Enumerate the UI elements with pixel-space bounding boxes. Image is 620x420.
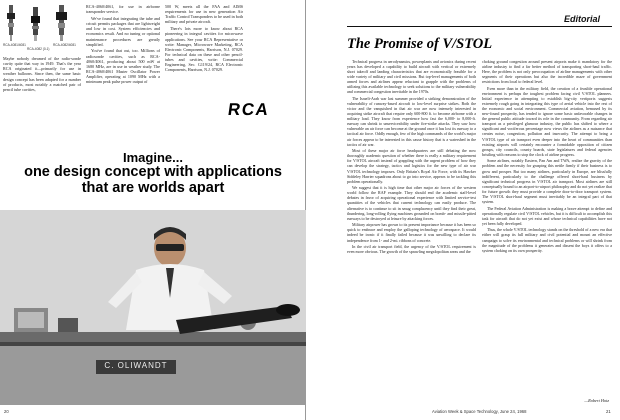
tube-caption-3: RCA-4082/4081 <box>53 43 76 47</box>
man-at-desk-photo <box>0 210 306 405</box>
editorial-paragraph: We suggest that it is high time that other major air forces of the western world follow the RAF example. They should end the academic staff-level debates in favor of acquiring operational experience with limited service-test quantities of the vehicles that current technology can easily produce. The alternative is to continue to sit in smug complacency until they find their great, thundering, long-rolling flying machines grounded on bomb- and missile-pitted runways to be destroyed at leisure by attacking forces. <box>347 185 476 221</box>
editorial-paragraph: Most of these major air force headquarters are still debating the now thoroughly academic question of whether there is really a military requirement for V/STOL aircraft instead of grappling with the urgent problem of how they can develop the strategy, tactics and logistics for the new type of air war V/STOL technology imposes. Only Britain's Royal Air Force, with its Hawker Siddeley Harrier squadrons about to go into service, appears to be tackling this problem operationally. <box>347 148 476 184</box>
ad-paragraph: 500 W, meets all the FAA and AIMS requirements for use in new generation Air Traffic Control Transponders to be used in both military and private aircraft. <box>165 4 243 25</box>
ad-paragraph: We've found that integrating the tube and cricuit permits packages that are lightweight and low in cost. System efficiencies and economics result. And no tuning or optional maintenance procedures are greatly simplified. <box>86 15 160 47</box>
tube-caption-2: RCA-4082 (0-1) <box>27 47 50 51</box>
author-signature: —Robert Hotz <box>584 397 609 403</box>
right-page-number: 21 <box>606 409 611 414</box>
pencil-tube-illustration <box>3 3 81 53</box>
ad-body-column-1 <box>3 56 81 94</box>
ad-paragraph: Maybe nobody dreamed of the radio-sonde cavity quite that way in 1949. That's the year RCA originated it—primarily for use in weather balloons. Since then, the same basic design concept has been adapted for a number of products, most notably a matched pair of pencil tube cavities, <box>3 56 81 92</box>
article-title: The Promise of V/STOL <box>347 36 493 52</box>
ad-headline-line-2: one design concept with applications <box>24 164 282 180</box>
ad-headline-line-1: Imagine... <box>123 150 183 165</box>
ad-body-column-3 <box>165 4 243 74</box>
editorial-paragraph: choking ground congestion around present airports make it mandatory for the airline industry to find a far better method of transporting short-haul traffic. Here, the problem is not only preoccupation of airline managements with other segments of their operations but also the incredible maze of government restrictions from local to federal level. <box>482 59 612 85</box>
editorial-paragraph: Even more than in the military field, the creation of a feasible operational environment is perhaps the toughest problem facing civil V/STOL planners. Initial experience in attempting to establish big-city vertiports suggests extremely rough going in integrating this type of aerial vehicle into the rest of the economic and social environment. Commercial aviation, bemused by its new-found prosperity, has tended to ignore some basic unfavorable changes in the general public attitude toward its role in the community. From regarding air transport as a privileged glamour industry, the public has shifted to where a significant and vociferous percentage now views the airlines as a nuisance that creates noise, congestion, pollution and insecurity. The attempt to bring a V/STOL type of air transport even deeper into the heart of communities than existing airports will certainly encounter a formidable opposition of citizen groups, city councils, county boards, state legislatures and federal agencies bristling with reasons to stop the clock of airline progress. <box>482 85 612 157</box>
ad-paragraph: You've found that out, too. Millions of radiosonde cavities, such as RCA-4060/4061, producing about 500 mW at 1680 MHz, are in use in weather study. The RCA-4060/4061 Master Oscillator Power Amplifier, operating at 1090 MHz with a minimum peak pulse power output of <box>86 48 160 85</box>
editorial-paragraph: Some airlines, notably Eastern, Pan Am and TWA, realize the gravity of the problem and the necessity for grasping this nettle firmly if their business is to grow and prosper. But too many airlines, particularly in Europe, are blissfully indifferent, particularly to the challenge offered short-haul business by significant technical progress in V/STOL air transport. Most airlines are still conceptually bound to an airport-to-airport philosophy and do not yet realize that for future growth they must provide a complete door-to-door transport system. The V/STOL short-haul segment must inevitably be an integral part of that system. <box>482 158 612 204</box>
tube-1-icon <box>7 5 15 41</box>
rca-logo: RCA <box>226 100 271 119</box>
header-rule <box>347 26 612 27</box>
ad-paragraph: There's lots more to know about RCA pioneering in integral cavities for microwave applications. See your RCA Representative or write: Manager, Microwave Marketing, RCA Electronic Components, Harrison, N.J. 07029. For technical data on these and other pencil-tubes and cavities, write: Commercial Engineering, Sec. G119/24, RCA Electronic Components, Harrison, N.J. 07029. <box>165 26 243 73</box>
editorial-paragraph: Thus, the whole V/STOL technology stands on the threshold of a new era that either will grasp its full military and civil potential and mount an effective campaign to solve its environmental and technical problems or will shrink from the magnitude of the problems it generates and dissent the boys it offers to a system choking on its own prosperity. <box>482 227 612 253</box>
tube-2-icon <box>31 7 40 41</box>
tube-3-icon <box>56 5 67 41</box>
left-page-number: 20 <box>4 409 9 414</box>
left-page-rca-advertisement <box>0 0 306 420</box>
editorial-paragraph: Military airpower has grown to its present importance because it has been so quick to embrace and employ the galloping technology of aerospace. It would indeed be ironic if it finally failed because it was unwilling to declare its independence from 1- and 2-mi. ribbons of concrete. <box>347 222 476 243</box>
editorial-column-2 <box>482 59 612 403</box>
editorial-paragraph: The Israeli-Arab war last summer provided a striking demonstration of the vulnerability of runway-based aircraft to low-level surprise strikes. Both the victor and the vanquished in that air war are now intensely interested in acquiring strike aircraft that require only 600-800 ft. to become airborne with a military load. They know from experience how fast the 6,000- to 8,000-ft. runway can shrink to unserviceability under fire-strike attacks. They saw how vulnerable an air force can become at the ground once it has lost its runway to a tactical air force. Oddly enough, few of the high commands of the world's major air forces appear to be interested in this cause history that is a watershed in the tactics of air war. <box>347 96 476 147</box>
footer-publication-line: Aviation Week & Space Technology, June 24, 1968 <box>432 409 527 414</box>
nameplate-text: C. OLIWANDT <box>104 361 168 370</box>
editorial-paragraph: In the civil air transport field, the urgency of the V/STOL requirement is even more obvious. The growth of the sprawling megalopolitan areas and the <box>347 244 476 255</box>
ad-paragraph: RCA-4060/4061, for use in airborne transponder service. <box>86 4 160 15</box>
editorial-column-1 <box>347 59 476 256</box>
ad-body-column-2 <box>86 4 160 86</box>
ad-headline-line-3: that are worlds apart <box>81 180 225 196</box>
editorial-paragraph: Technical progress in aerodynamics, powerplants and avionics during recent years has developed a capability to build aircraft with vertical or extremely short takeoff and landing characteristics that are economically feasible for a wide variety of military and civil missions. But top-level managements of both armed forces and airlines appear reluctant to grapple with the problems of utilizing this available technology to seek solutions to the military vulnerability and commercial congestion inevitable in the 1970s. <box>347 59 476 95</box>
section-label: Editorial <box>564 14 601 24</box>
editorial-paragraph: The Federal Aviation Administration is making a brave attempt to define and operationally regulate civil V/STOL vehicles, but it is difficult to accomplish this task for aircraft that do not yet exist and whose technical capabilities have not yet been fully developed. <box>482 205 612 226</box>
tube-caption-1: RCA-4081/4081 <box>3 43 26 47</box>
